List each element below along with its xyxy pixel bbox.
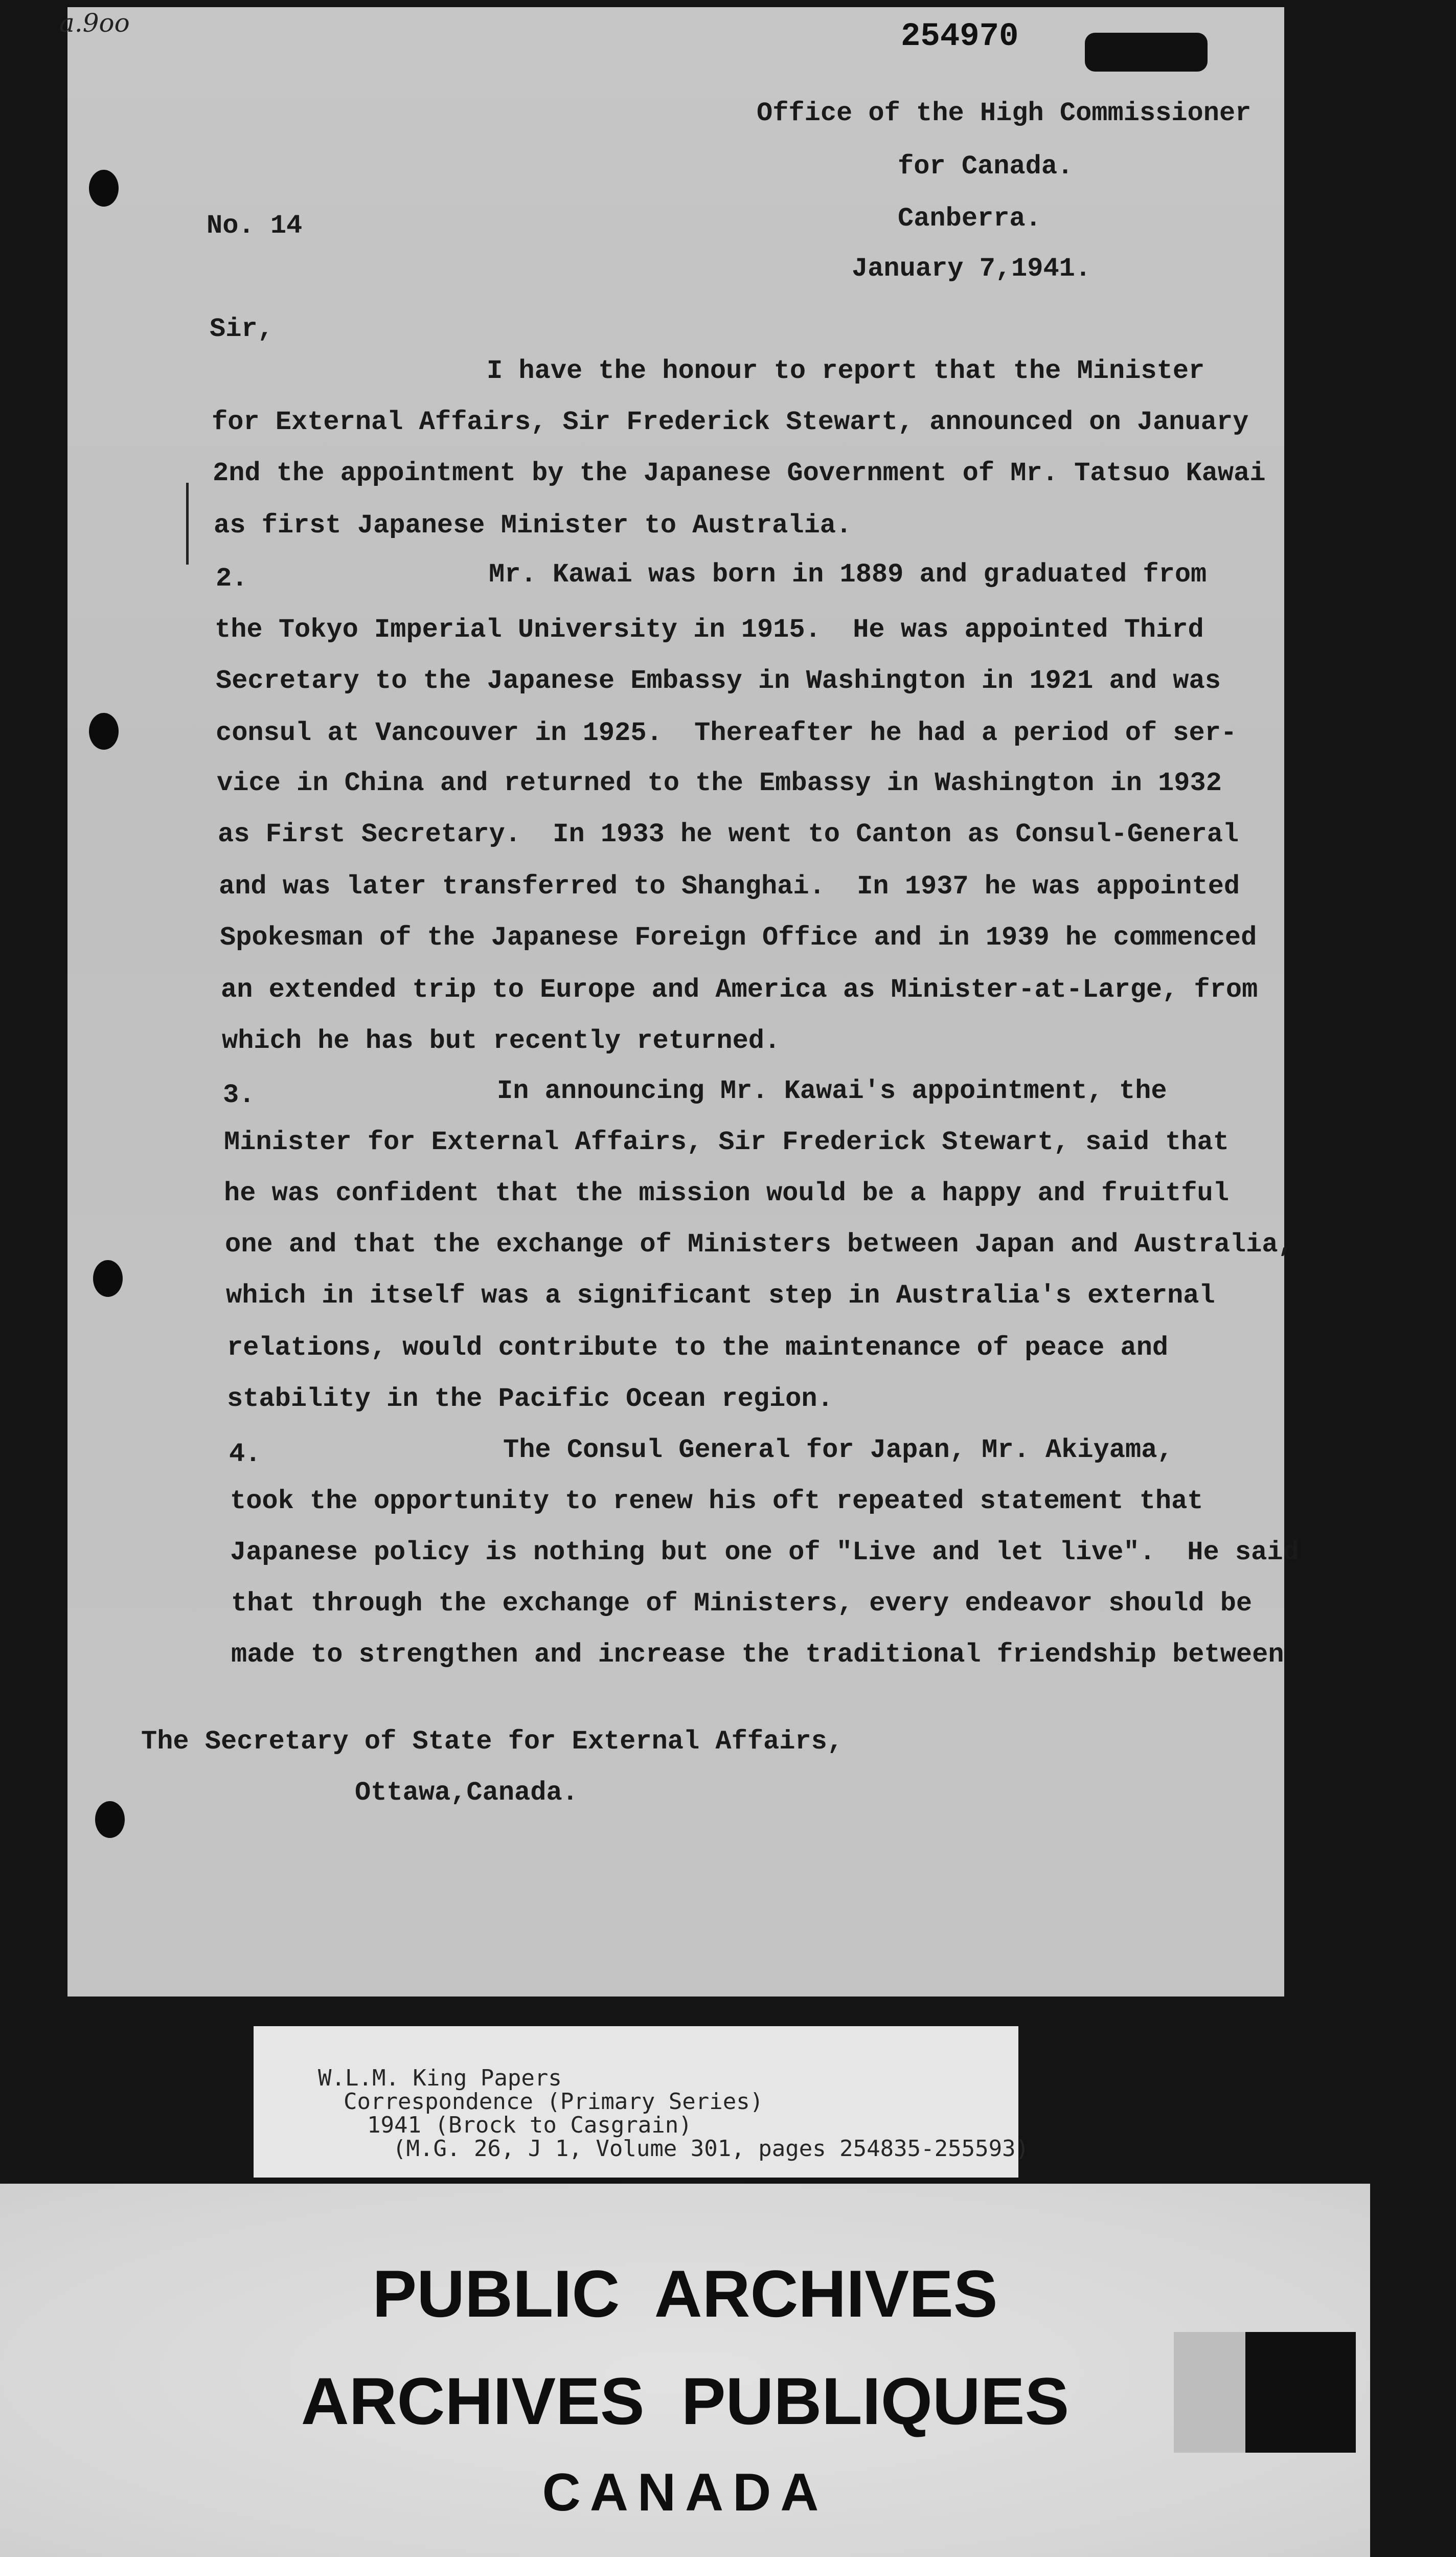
banner-canada: CANADA xyxy=(542,2463,828,2522)
body-line: The Consul General for Japan, Mr. Akiyama, xyxy=(503,1435,1173,1465)
banner-stamp-dark-block xyxy=(1245,2332,1356,2453)
archives-banner xyxy=(0,2184,1370,2557)
body-line: took the opportunity to renew his oft repeated statement that xyxy=(230,1486,1203,1516)
paragraph-number: 4. xyxy=(229,1439,261,1469)
body-line: that through the exchange of Ministers, every endeavor should be xyxy=(231,1588,1253,1619)
body-line: Japanese policy is nothing but one of "Live and let live". He said xyxy=(230,1537,1299,1567)
slip-reference: (M.G. 26, J 1, Volume 301, pages 254835-255593) xyxy=(393,2136,1030,2162)
punch-hole xyxy=(95,1801,125,1838)
header-country: for Canada. xyxy=(898,151,1074,182)
body-line: 2nd the appointment by the Japanese Government of Mr. Tatsuo Kawai xyxy=(213,458,1266,488)
paragraph-number: 3. xyxy=(223,1080,255,1110)
salutation: Sir, xyxy=(210,314,274,344)
archive-page-number: 254970 xyxy=(901,18,1019,55)
paragraph-number: 2. xyxy=(216,564,248,594)
body-line: I have the honour to report that the Minister xyxy=(487,356,1205,386)
body-line: which in itself was a significant step in Australia's external xyxy=(226,1281,1215,1311)
body-line: he was confident that the mission would be a happy and fruitful xyxy=(224,1178,1229,1208)
banner-stamp-light-block xyxy=(1174,2332,1245,2453)
body-line: for External Affairs, Sir Frederick Stewart, announced on January xyxy=(212,407,1249,437)
slip-year-range: 1941 (Brock to Casgrain) xyxy=(367,2112,692,2138)
punch-hole xyxy=(93,1260,123,1297)
header-city: Canberra. xyxy=(898,204,1041,234)
header-office: Office of the High Commissioner xyxy=(757,98,1252,128)
body-line: vice in China and returned to the Embassy in Washington in 1932 xyxy=(217,768,1222,798)
punch-hole xyxy=(89,713,119,750)
handwritten-corner-mark: a.9oo xyxy=(59,8,130,38)
banner-archives-publiques: ARCHIVES PUBLIQUES xyxy=(301,2364,1070,2438)
body-line: as first Japanese Minister to Australia. xyxy=(214,510,852,541)
body-line: Mr. Kawai was born in 1889 and graduated from xyxy=(489,559,1207,590)
body-line: consul at Vancouver in 1925. Thereafter he had a period of ser- xyxy=(216,718,1237,748)
body-line: Minister for External Affairs, Sir Frederick Stewart, said that xyxy=(224,1127,1229,1157)
body-line: relations, would contribute to the maintenance of peace and xyxy=(227,1333,1169,1363)
letter-date: January 7,1941. xyxy=(852,254,1091,284)
body-line: Spokesman of the Japanese Foreign Office and in 1939 he commenced xyxy=(220,923,1257,953)
letter-sheet xyxy=(59,7,1299,1997)
body-line: as First Secretary. In 1933 he went to Canton as Consul-General xyxy=(218,819,1239,849)
dispatch-number: No. 14 xyxy=(207,211,303,241)
body-line: the Tokyo Imperial University in 1915. He was appointed Third xyxy=(215,615,1204,645)
body-line: which he has but recently returned. xyxy=(222,1026,781,1056)
body-line: one and that the exchange of Ministers between Japan and Australia, xyxy=(225,1229,1294,1260)
redaction-mark xyxy=(1085,33,1208,72)
citation-slip xyxy=(254,2026,1030,2178)
body-line: In announcing Mr. Kawai's appointment, the xyxy=(497,1076,1167,1106)
body-line: an extended trip to Europe and America as Minister-at-Large, from xyxy=(221,975,1258,1005)
body-line: made to strengthen and increase the traditional friendship between xyxy=(231,1640,1284,1670)
slip-collection: W.L.M. King Papers xyxy=(318,2065,562,2091)
addressee-location: Ottawa,Canada. xyxy=(355,1778,578,1808)
addressee-title: The Secretary of State for External Affairs, xyxy=(141,1726,844,1757)
body-line: Secretary to the Japanese Embassy in Washington in 1921 and was xyxy=(216,666,1221,696)
banner-public-archives: PUBLIC ARCHIVES xyxy=(372,2256,998,2331)
margin-pencil-mark xyxy=(186,483,189,565)
body-line: stability in the Pacific Ocean region. xyxy=(227,1384,833,1414)
body-line: and was later transferred to Shanghai. In 1937 he was appointed xyxy=(219,871,1240,902)
slip-series: Correspondence (Primary Series) xyxy=(344,2089,764,2115)
punch-hole xyxy=(89,170,119,207)
